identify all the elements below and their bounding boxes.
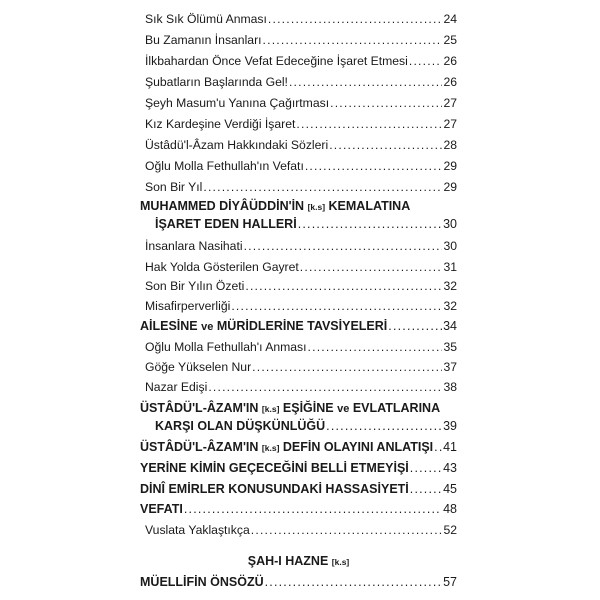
toc-entry-title: Kız Kardeşine Verdiği İşaret	[145, 117, 296, 131]
ks-abbrev: [k.s]	[307, 202, 326, 212]
toc-entry	[145, 341, 457, 353]
dot-leader	[231, 300, 442, 312]
toc-entry	[145, 280, 457, 292]
toc-entry	[145, 34, 457, 46]
toc-entry	[145, 361, 457, 373]
toc-entry-title: Hak Yolda Gösterilen Gayret	[145, 260, 299, 274]
toc-heading-text: MUHAMMED DİYÂÜDDİN'İN	[140, 199, 305, 213]
toc-heading	[155, 218, 457, 231]
toc-entry	[145, 55, 457, 67]
toc-entry-page: 30	[443, 217, 457, 231]
toc-entry-page: 29	[443, 180, 457, 194]
toc-heading	[155, 420, 457, 433]
toc-heading-title: YERİNE KİMİN GEÇECEĞİNİ BELLİ ETMEYİŞİ	[140, 461, 409, 475]
toc-entry	[145, 240, 457, 252]
toc-heading-title: MÜELLİFİN ÖNSÖZÜ	[140, 575, 264, 589]
toc-entry-page: 57	[443, 575, 457, 589]
toc-entry-page: 41	[443, 440, 457, 454]
toc-entry-page: 43	[443, 461, 457, 475]
toc-entry-page: 29	[443, 159, 457, 173]
dot-leader	[330, 97, 442, 109]
dot-leader	[244, 240, 443, 252]
toc-heading-text: AİLESİNE	[140, 319, 198, 333]
toc-entry-page: 26	[443, 54, 457, 68]
toc-heading-title	[140, 441, 433, 454]
toc-entry-page: 35	[443, 340, 457, 354]
toc-heading-line	[140, 200, 410, 213]
toc-heading-title: DİNÎ EMİRLER KONUSUNDAKİ HASSASİYETİ	[140, 482, 409, 496]
toc-entry-page: 31	[443, 260, 457, 274]
toc-entry-title: Vuslata Yaklaştıkça	[145, 523, 250, 537]
dot-leader	[251, 524, 443, 536]
toc-heading-text: DEFİN OLAYINI ANLATIŞI	[282, 440, 434, 454]
toc-entry-title: Son Bir Yılın Özeti	[145, 279, 245, 293]
toc-entry-title: Son Bir Yıl	[145, 180, 203, 194]
toc-entry-page: 52	[443, 523, 457, 537]
toc-entry-title: Sık Sık Ölümü Anması	[145, 12, 267, 26]
toc-heading-title: İŞARET EDEN HALLERİ	[155, 217, 297, 231]
dot-leader	[263, 34, 443, 46]
toc-entry-title: Oğlu Molla Fethullah'ı Anması	[145, 340, 307, 354]
dot-leader	[296, 118, 442, 130]
toc-entry	[145, 97, 457, 109]
toc-entry-title: İnsanlara Nasihati	[145, 239, 243, 253]
toc-heading-conj: ve	[201, 321, 214, 333]
dot-leader	[305, 160, 443, 172]
dot-leader	[265, 576, 442, 589]
toc-heading-text: EVLATLARINA	[352, 401, 441, 415]
toc-heading-title: KARŞI OLAN DÜŞKÜNLÜĞÜ	[155, 419, 326, 433]
toc-entry-page: 37	[443, 360, 457, 374]
toc-entry	[145, 381, 457, 393]
toc-heading	[140, 462, 457, 475]
toc-entry-page: 27	[443, 96, 457, 110]
toc-entry-page: 48	[443, 502, 457, 516]
toc-entry	[145, 261, 457, 273]
toc-entry-title: Şubatların Başlarında Gel!	[145, 75, 288, 89]
dot-leader	[268, 13, 443, 25]
toc-heading	[140, 483, 457, 496]
toc-entry-page: 24	[443, 12, 457, 26]
toc-entry	[145, 300, 457, 312]
toc-entry-page: 45	[443, 482, 457, 496]
dot-leader	[184, 503, 442, 516]
dot-leader	[329, 139, 442, 151]
toc-entry-title: Misafirperverliği	[145, 299, 231, 313]
toc-heading	[140, 320, 457, 333]
ks-abbrev: [k.s]	[331, 557, 350, 567]
toc-entry-title: Bu Zamanın İnsanları	[145, 33, 262, 47]
toc-entry	[145, 118, 457, 130]
dot-leader	[298, 218, 442, 231]
toc-entry-page: 32	[443, 279, 457, 293]
toc-heading-title: VEFATI	[140, 502, 183, 516]
toc-entry-page: 32	[443, 299, 457, 313]
toc-heading-title	[140, 320, 387, 333]
toc-heading-conj: ve	[337, 403, 350, 415]
toc-heading-text: KEMALATINA	[328, 199, 411, 213]
dot-leader	[308, 341, 443, 353]
toc-entry-title: Nazar Edişi	[145, 380, 208, 394]
toc-entry	[145, 76, 457, 88]
toc-entry	[145, 139, 457, 151]
dot-leader	[410, 462, 442, 475]
toc-entry-page: 28	[443, 138, 457, 152]
toc-entry-page: 25	[443, 33, 457, 47]
dot-leader	[388, 320, 442, 333]
dot-leader	[252, 361, 442, 373]
toc-entry-title: İlkbahardan Önce Vefat Edeceğine İşaret Etmesi	[145, 54, 408, 68]
toc-entry-title: Şeyh Masum'u Yanına Çağırtması	[145, 96, 330, 110]
toc-entry-page: 26	[443, 75, 457, 89]
toc-heading	[140, 503, 457, 516]
toc-heading-text: ÜSTÂDÜ'L-ÂZAM'IN	[140, 440, 259, 454]
toc-entry-title: Göğe Yükselen Nur	[145, 360, 252, 374]
dot-leader	[208, 381, 442, 393]
dot-leader	[300, 261, 443, 273]
dot-leader	[410, 483, 442, 496]
toc-entry-page: 38	[443, 380, 457, 394]
toc-heading-line	[140, 402, 440, 415]
toc-heading	[140, 441, 457, 454]
ks-abbrev: [k.s]	[261, 443, 280, 453]
toc-entry-page: 30	[443, 239, 457, 253]
toc-entry-page: 34	[443, 319, 457, 333]
dot-leader	[203, 181, 442, 193]
ks-abbrev: [k.s]	[261, 404, 280, 414]
section-heading-text: ŞAH-I HAZNE	[247, 554, 329, 568]
toc-heading-text: ÜSTÂDÜ'L-ÂZAM'IN	[140, 401, 259, 415]
dot-leader	[409, 55, 443, 67]
section-heading	[140, 554, 457, 568]
toc-heading-text: MÜRİDLERİNE TAVSİYELERİ	[216, 319, 388, 333]
toc-entry	[145, 524, 457, 536]
dot-leader	[289, 76, 442, 88]
dot-leader	[434, 441, 442, 454]
toc-entry	[145, 181, 457, 193]
toc-entry	[145, 13, 457, 25]
dot-leader	[245, 280, 442, 292]
toc-entry-page: 39	[443, 419, 457, 433]
dot-leader	[326, 420, 442, 433]
toc-entry-title: Üstâdü'l-Âzam Hakkındaki Sözleri	[145, 138, 329, 152]
toc-entry	[145, 160, 457, 172]
toc-heading	[140, 576, 457, 589]
toc-entry-title: Oğlu Molla Fethullah'ın Vefatı	[145, 159, 304, 173]
toc-heading-text: EŞİĞİNE	[282, 401, 334, 415]
toc-entry-page: 27	[443, 117, 457, 131]
